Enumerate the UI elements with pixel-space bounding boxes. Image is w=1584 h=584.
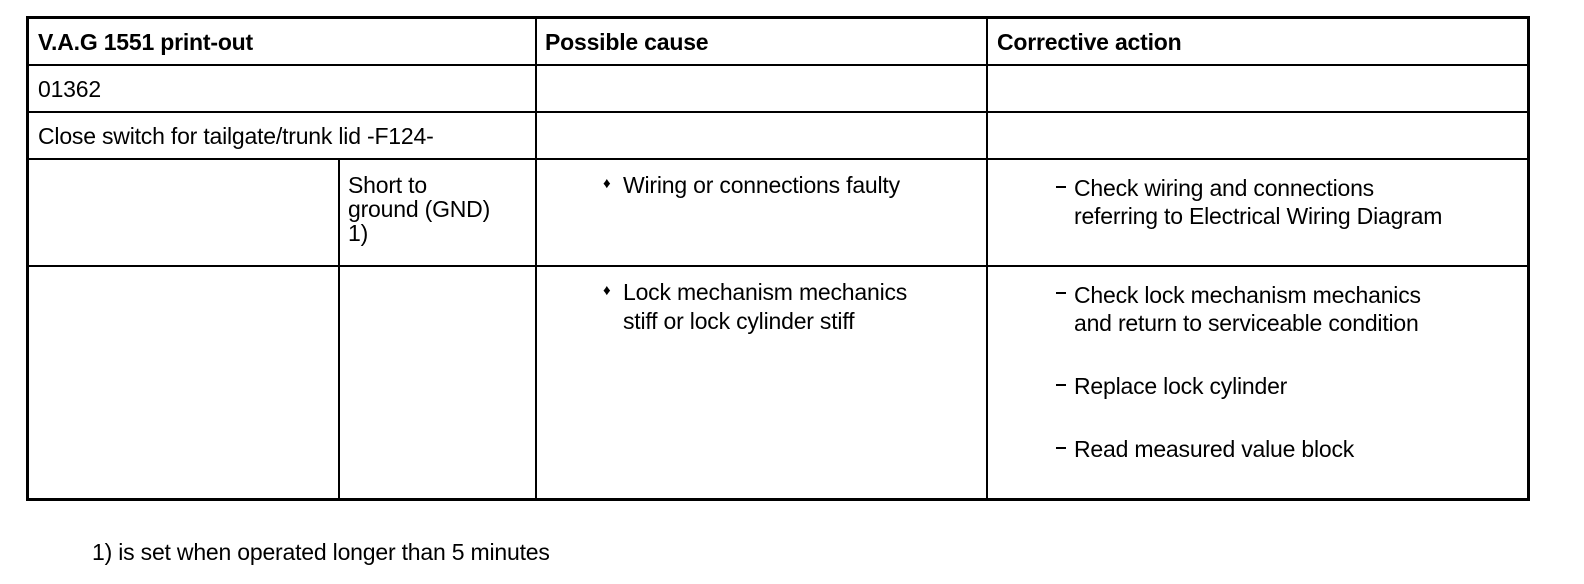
header-corrective-action: Corrective action — [997, 29, 1182, 55]
cause-line: Wiring or connections faulty — [623, 172, 900, 198]
row-divider — [29, 64, 1527, 66]
bullet-icon: ♦ — [603, 175, 611, 192]
action-line: referring to Electrical Wiring Diagram — [1074, 203, 1443, 229]
dash-icon — [1056, 292, 1066, 294]
fault-table — [26, 16, 1530, 501]
action-line: Replace lock cylinder — [1074, 373, 1288, 399]
action-line: and return to serviceable condition — [1074, 310, 1419, 336]
row-divider — [29, 265, 1527, 267]
dash-icon — [1056, 384, 1066, 386]
dash-icon — [1056, 186, 1066, 188]
action-line: Check lock mechanism mechanics — [1074, 282, 1421, 308]
component-name: Close switch for tailgate/trunk lid -F124- — [38, 123, 434, 149]
cause-line: stiff or lock cylinder stiff — [623, 308, 855, 334]
cause-line: Lock mechanism mechanics — [623, 279, 908, 305]
header-possible-cause: Possible cause — [545, 29, 709, 55]
column-divider — [338, 158, 340, 498]
action-line: Check wiring and connections — [1074, 175, 1374, 201]
fault-code: 01362 — [38, 76, 101, 102]
row-divider — [29, 158, 1527, 160]
footnote: 1) is set when operated longer than 5 minutes — [92, 539, 550, 565]
fault-type-line: 1) — [348, 220, 369, 246]
fault-type-line: Short to — [348, 172, 427, 198]
row-divider — [29, 111, 1527, 113]
fault-type-line: ground (GND) — [348, 196, 491, 222]
header-printout: V.A.G 1551 print-out — [38, 29, 253, 55]
dash-icon — [1056, 447, 1066, 449]
bullet-icon: ♦ — [603, 282, 611, 299]
action-line: Read measured value block — [1074, 436, 1355, 462]
column-divider — [535, 19, 537, 498]
column-divider — [986, 19, 988, 498]
